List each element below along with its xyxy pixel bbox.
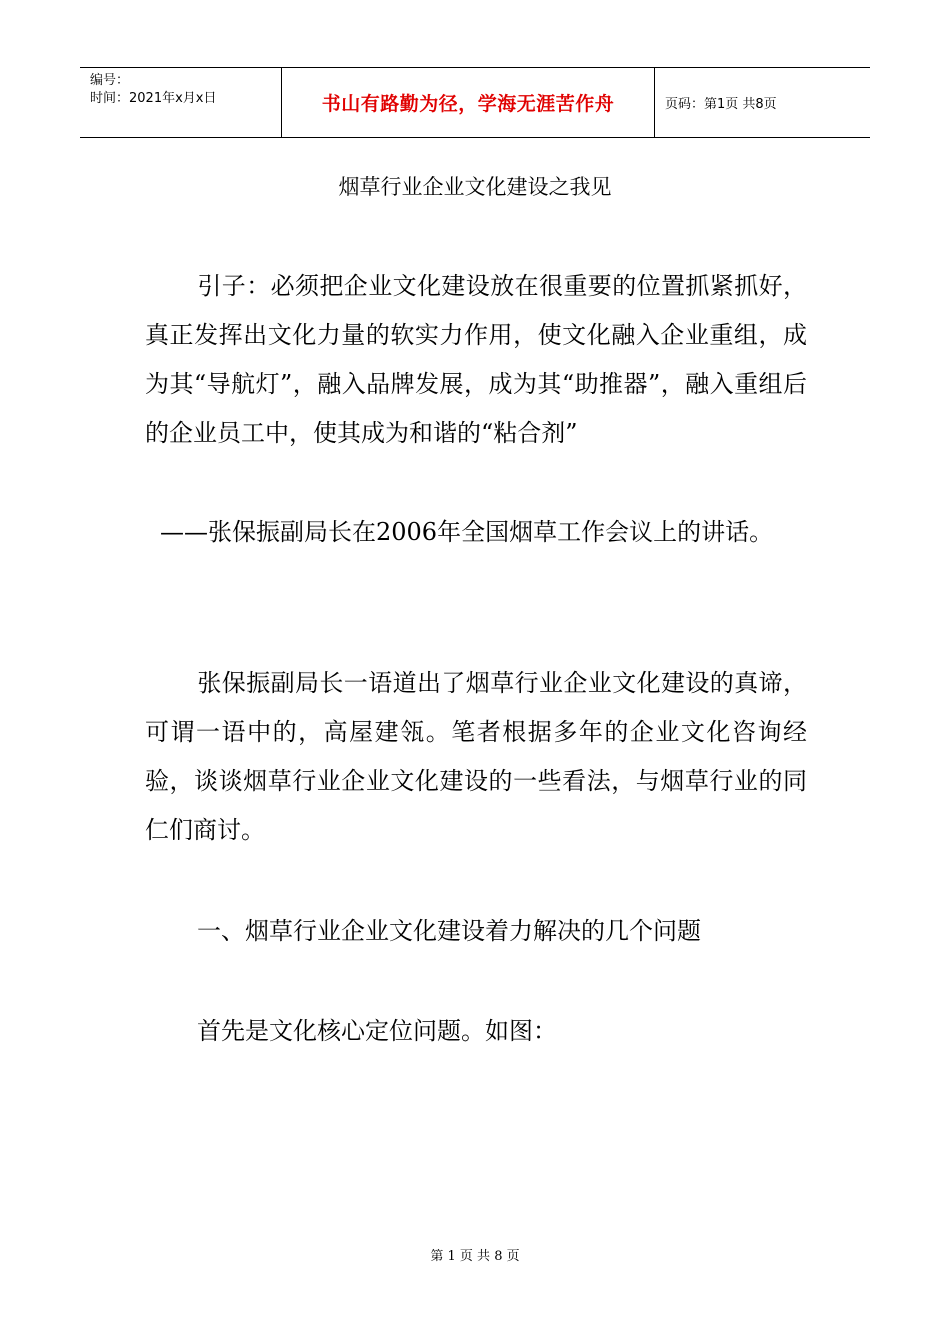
header-motto: 书山有路勤为径，学海无涯苦作舟 bbox=[321, 93, 615, 115]
header-page-cell bbox=[655, 68, 870, 137]
document-number-label: 编号： bbox=[90, 73, 130, 88]
attribution-line: ——张保振副局长在2006年全国烟草工作会议上的讲话。 bbox=[160, 518, 774, 546]
header-page-number: 页码：第1页 共8页 bbox=[665, 97, 777, 112]
page-footer: 第 1 页 共 8 页 bbox=[430, 1249, 520, 1264]
body-paragraph-1-text: 张保振副局长一语道出了烟草行业企业文化建设的真谛，可谓一语中的，高屋建瓴。笔者根据多年的企业文化咨询经验，谈谈烟草行业企业文化建设的一些看法，与烟草行业的同仁们商讨。 bbox=[145, 669, 807, 844]
intro-text: 引子：必须把企业文化建设放在很重要的位置抓紧抓好，真正发挥出文化力量的软实力作用，使文化融入企业重组，成为其“导航灯”，融入品牌发展，成为其“助推器”，融入重组后的企业员工中，使其成为和谐的“粘合剂” bbox=[145, 272, 807, 447]
body-paragraph-2: 首先是文化核心定位问题。如图： bbox=[197, 1017, 557, 1045]
header-table bbox=[80, 67, 870, 138]
section-heading-1: 一、烟草行业企业文化建设着力解决的几个问题 bbox=[197, 917, 701, 945]
document-time-label: 时间：2021年x月x日 bbox=[90, 91, 217, 106]
body-paragraph-1 bbox=[145, 659, 807, 855]
header-meta-cell bbox=[80, 68, 282, 137]
intro-paragraph bbox=[145, 262, 807, 458]
header-motto-cell bbox=[282, 68, 655, 137]
document-title: 烟草行业企业文化建设之我见 bbox=[338, 175, 612, 199]
